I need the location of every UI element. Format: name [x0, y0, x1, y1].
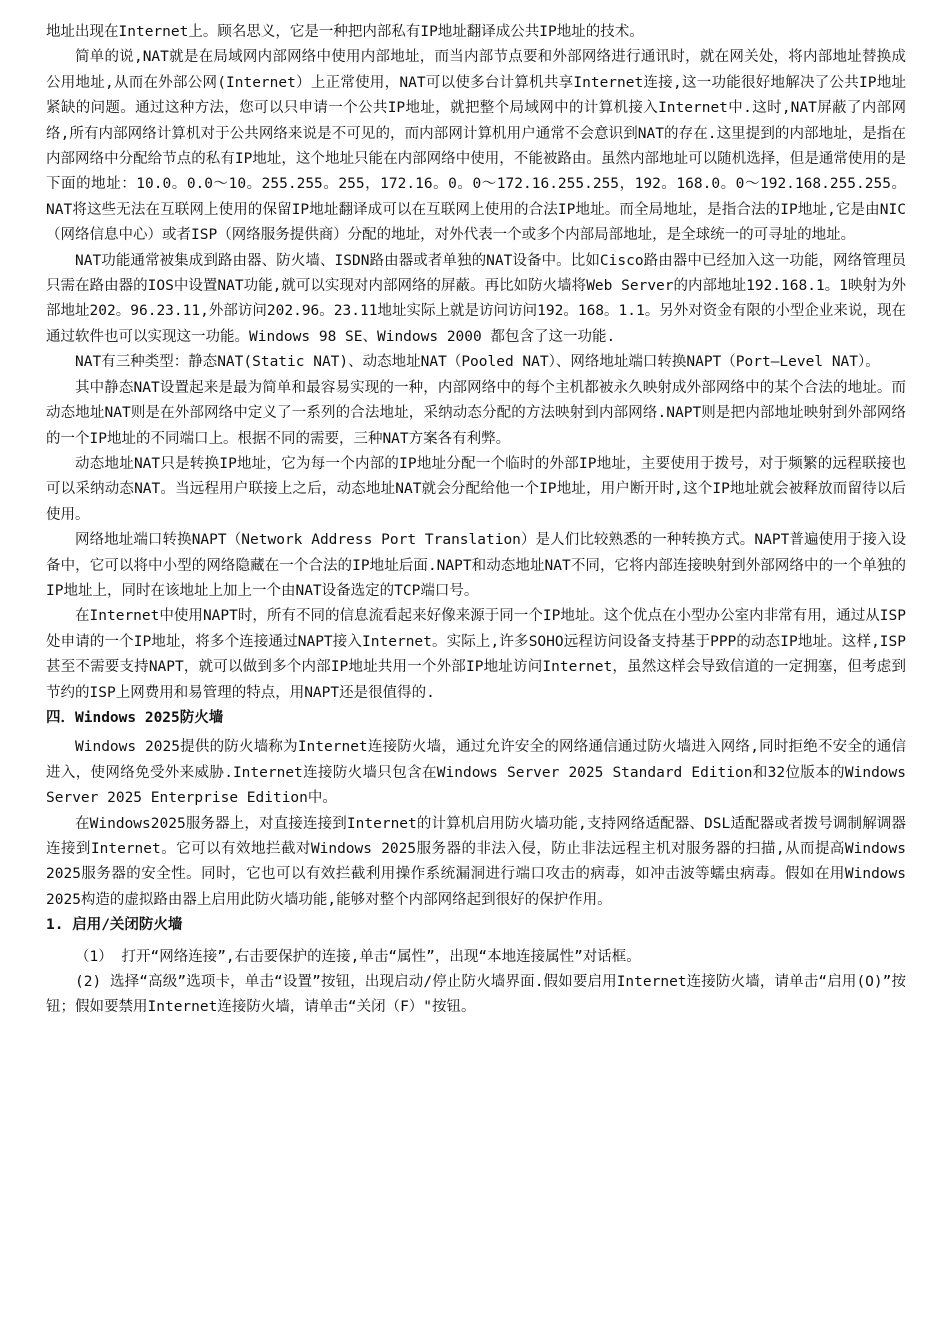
paragraph-napt-internet: 在Internet中使用NAPT时，所有不同的信息流看起来好像来源于同一个IP地址。这个优点在小型办公室内非常有用，通过从ISP处申请的一个IP地址，将多个连接通过NAPT接入Internet。实际上,许多SOHO远程访问设备支持基于PPP的动态IP地址。这样,ISP甚至不需要支持NAPT，就可以做到多个内部IP地址共用一个外部IP地址访问Internet，虽然这样会导致信道的一定拥塞，但考虑到节约的ISP上网费用和易管理的特点，用NAPT还是很值得的. [46, 608, 906, 701]
paragraph-nat-types: NAT有三种类型：静态NAT(Static NAT)、动态地址NAT（Pooled NAT）、网络地址端口转换NAPT（Port—Level NAT）。 [75, 354, 880, 371]
paragraph-static-nat: 其中静态NAT设置起来是最为简单和最容易实现的一种，内部网络中的每个主机都被永久映射成外部网络中的某个合法的地址。而动态地址NAT则是在外部网络中定义了一系列的合法地址，采纳动态分配的方法映射到内部网络.NAPT则是把内部地址映射到外部网络的一个IP地址的不同端口上。根据不同的需要，三种NAT方案各有利弊。 [46, 379, 906, 447]
paragraph-firewall-intro: Windows 2025提供的防火墙称为Internet连接防火墙，通过允许安全的网络通信通过防火墙进入网络,同时拒绝不安全的通信进入，使网络免受外来威胁.Internet连接防火墙只包含在Windows Server 2025 Standard Edition和32位版本的Windows Server 2025 Enterprise Edition中。 [46, 739, 906, 807]
paragraph-nat-intro-tail: 地址出现在Internet上。顾名思义，它是一种把内部私有IP地址翻译成公共IP地址的技术。 [46, 24, 644, 40]
step-2: (2) 选择“高级”选项卡，单击“设置”按钮，出现启动/停止防火墙界面.假如要启用Internet连接防火墙，请单击“启用(O)”按钮；假如要禁用Internet连接防火墙，请单击“关闭（F）"按钮。 [46, 974, 906, 1016]
paragraph-dynamic-nat: 动态地址NAT只是转换IP地址，它为每一个内部的IP地址分配一个临时的外部IP地址，主要使用于拨号，对于频繁的远程联接也可以采纳动态NAT。当远程用户联接上之后，动态地址NAT就会分配给他一个IP地址，用户断开时,这个IP地址就会被释放而留待以后使用。 [46, 455, 906, 523]
document-page [46, 20, 906, 1021]
paragraph-nat-devices: NAT功能通常被集成到路由器、防火墙、ISDN路由器或者单独的NAT设备中。比如Cisco路由器中已经加入这一功能，网络管理员只需在路由器的IOS中设置NAT功能,就可以实现对内部网络的屏蔽。再比如防火墙将Web Server的内部地址192.168.1。1映射为外部地址202。96.23.11,外部访问202.96。23.11地址实际上就是访问访问192。168。1.1。另外对资金有限的小型企业来说，现在通过软件也可以实现这一功能。Windows 98 SE、Windows 2000 都包含了这一功能. [46, 252, 906, 345]
section-heading-firewall: 四．Windows 2025防火墙 [46, 709, 224, 726]
paragraph-firewall-server: 在Windows2025服务器上，对直接连接到Internet的计算机启用防火墙功能,支持网络适配器、DSL适配器或者拨号调制解调器连接到Internet。它可以有效地拦截对Windows 2025服务器的非法入侵，防止非法远程主机对服务器的扫描,从而提高Windows 2025服务器的安全性。同时，它也可以有效拦截利用操作系统漏洞进行端口攻击的病毒，如冲击波等蠕虫病毒。假如在用Windows 2025构造的虚拟路由器上启用此防火墙功能,能够对整个内部网络起到很好的保护作用。 [46, 815, 906, 908]
step-1: （1） 打开“网络连接”,右击要保护的连接,单击“属性”，出现“本地连接属性”对话框。 [75, 948, 641, 965]
paragraph-napt: 网络地址端口转换NAPT（Network Address Port Translation）是人们比较熟悉的一种转换方式。NAPT普遍使用于接入设备中，它可以将中小型的网络隐藏在一个合法的IP地址后面.NAPT和动态地址NAT不同，它将内部连接映射到外部网络中的一个单独的IP地址上，同时在该地址上加上一个由NAT设备选定的TCP端口号。 [46, 532, 906, 599]
paragraph-nat-simple: 简单的说,NAT就是在局域网内部网络中使用内部地址，而当内部节点要和外部网络进行通讯时，就在网关处，将内部地址替换成公用地址,从而在外部公网(Internet）上正常使用，NAT可以使多台计算机共享Internet连接,这一功能很好地解决了公共IP地址紧缺的问题。通过这种方法，您可以只申请一个公共IP地址，就把整个局域网中的计算机接入Internet中.这时,NAT屏蔽了内部网络,所有内部网络计算机对于公共网络来说是不可见的，而内部网计算机用户通常不会意识到NAT的存在.这里提到的内部地址，是指在内部网络中分配给节点的私有IP地址，这个地址只能在内部网络中使用，不能被路由。虽然内部地址可以随机选择，但是通常使用的是下面的地址：10.0。0.0～10。255.255。255，172.16。0。0～172.16.255.255，192。168.0。0～192.168.255.255。NAT将这些无法在互联网上使用的保留IP地址翻译成可以在互联网上使用的合法IP地址。而全局地址，是指合法的IP地址,它是由NIC（网络信息中心）或者ISP（网络服务提供商）分配的地址，对外代表一个或多个内部局部地址，是全球统一的可寻址的地址。 [46, 49, 906, 244]
subsection-heading-enable-firewall: 1. 启用/关闭防火墙 [46, 917, 183, 934]
